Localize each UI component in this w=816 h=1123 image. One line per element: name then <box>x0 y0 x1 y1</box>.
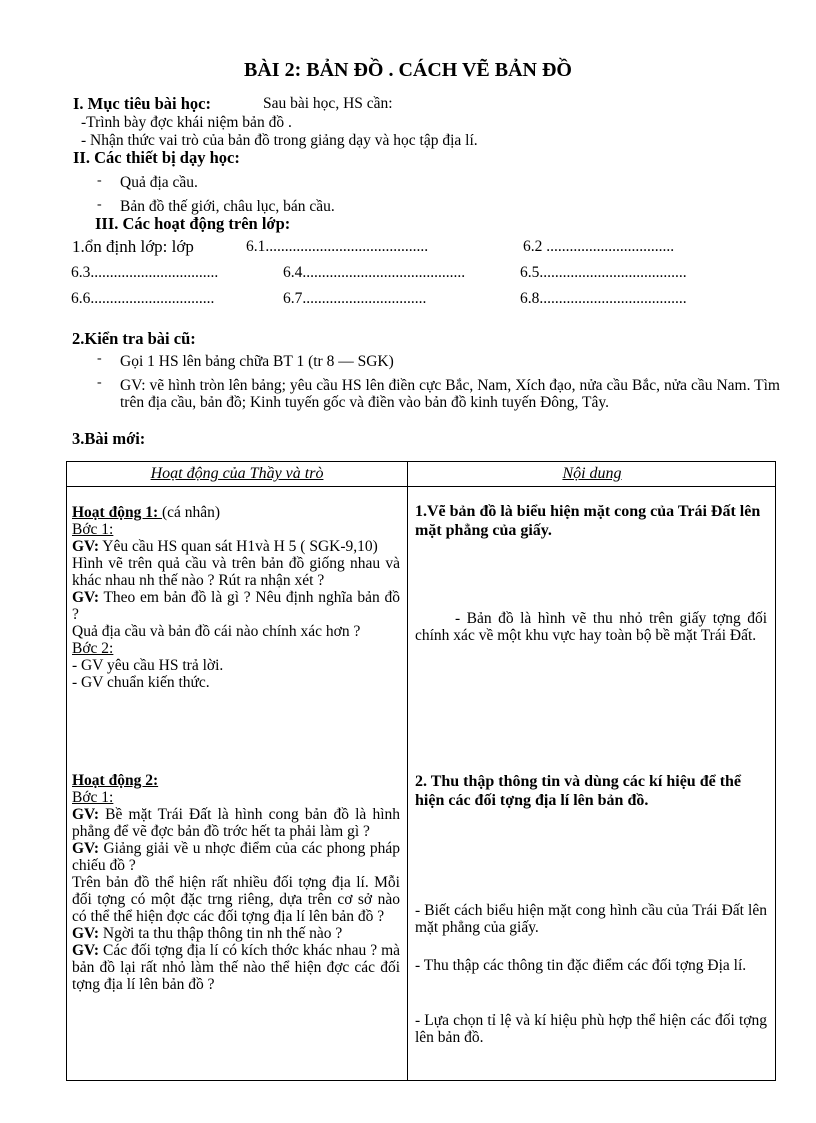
class-6-1: 6.1.......................................... <box>246 238 429 255</box>
step1-label: 1.ổn định lớp: lớp <box>72 237 194 256</box>
gv-label: GV: <box>72 589 99 606</box>
activity-2-block <box>72 772 400 993</box>
content-paragraph-4: - Lựa chọn tỉ lệ và kí hiệu phù hợp thể hiện các đối tợng lên bản đồ. <box>415 1012 767 1046</box>
gv-text: Bề mặt Trái Đất là hình cong bản đồ là hình phẳng để vẽ đợc bản đồ trớc hết ta phải làm gì ? <box>72 806 400 840</box>
gv-label: GV: <box>72 538 99 555</box>
step-label: Bớc 1: <box>72 789 114 806</box>
gv-text: Theo em bản đồ là gì ? Nêu định nghĩa bản đồ ? <box>72 589 400 623</box>
class-6-6: 6.6................................ <box>71 290 215 307</box>
class-6-2: 6.2 ................................. <box>523 238 675 255</box>
class-6-5: 6.5...................................... <box>520 264 687 281</box>
section2-item: Quả địa cầu. <box>120 174 198 191</box>
step2-item: Gọi 1 HS lên bảng chữa BT 1 (tr 8 — SGK) <box>120 353 394 370</box>
class-6-7: 6.7................................ <box>283 290 427 307</box>
class-6-3: 6.3................................. <box>71 264 219 281</box>
bullet-icon: - <box>97 375 102 390</box>
section1-item: - Nhận thức vai trò của bản đồ trong giảng dạy và học tập địa lí. <box>81 132 478 149</box>
section2-heading: II. Các thiết bị dạy học: <box>73 148 240 167</box>
section2-item: Bản đồ thế giới, châu lục, bán cầu. <box>120 198 335 215</box>
step2-heading: 2.Kiển tra bài cũ: <box>72 329 196 348</box>
bullet-icon: - <box>97 173 102 188</box>
step-item: - GV chuẩn kiến thức. <box>72 674 210 691</box>
question-text: Quả địa cầu và bản đồ cái nào chính xác hơn ? <box>72 623 361 640</box>
column-divider <box>407 462 408 1080</box>
step3-heading: 3.Bài mới: <box>72 429 146 448</box>
activity-1-note: (cá nhân) <box>162 504 221 521</box>
gv-label: GV: <box>72 925 99 942</box>
section1-item: -Trình bày đợc khái niệm bản đồ . <box>81 114 292 131</box>
bullet-icon: - <box>97 351 102 366</box>
bullet-icon: - <box>97 197 102 212</box>
gv-label: GV: <box>72 942 99 959</box>
step-label: Bớc 2: <box>72 640 114 657</box>
content-paragraph-1: - Bản đồ là hình vẽ thu nhỏ trên giấy tợng đối chính xác về một khu vực hay toàn bộ bề mặt Trái Đất. <box>415 610 767 644</box>
section1-intro: Sau bài học, HS cần: <box>263 95 393 112</box>
section3-heading: III. Các hoạt động trên lớp: <box>95 214 291 233</box>
class-6-8: 6.8...................................... <box>520 290 687 307</box>
content-paragraph-2: - Biết cách biểu hiện mặt cong hình cầu của Trái Đất lên mặt phẳng của giấy. <box>415 902 767 936</box>
gv-text: Yêu cầu HS quan sát H1và H 5 ( SGK-9,10) <box>99 538 378 555</box>
header-content: Nội dung <box>562 465 622 482</box>
content-heading-1: 1.Vẽ bản đồ là biểu hiện mặt cong của Trái Đất lên mặt phẳng của giấy. <box>415 503 761 539</box>
step-label: Bớc 1: <box>72 521 114 538</box>
lesson-table <box>66 461 776 1081</box>
header-divider <box>67 486 775 487</box>
header-teacher-student: Hoạt động của Thầy và trò <box>150 465 324 482</box>
content-heading-2: 2. Thu thập thông tin và dùng các kí hiệu để thể hiện các đối tợng địa lí lên bản đồ. <box>415 773 742 809</box>
question-text: Hình vẽ trên quả cầu và trên bản đồ giống nhau và khác nhau nh thế nào ? Rút ra nhận xét ? <box>72 555 400 589</box>
question-text: Trên bản đồ thể hiện rất nhiều đối tợng địa lí. Mỗi đối tợng có một đặc trng riêng, dựa trên cơ sở nào có thể thể hiện đợc các đối tợng địa lí lên bản đồ ? <box>72 874 400 925</box>
step2-item: GV: vẽ hình tròn lên bảng; yêu cầu HS lên điền cực Bắc, Nam, Xích đạo, nửa cầu Bắc, nửa cầu Nam. Tìm trên địa cầu, bản đồ; Kinh tuyến gốc và điền vào bản đồ kinh tuyến Đông, Tây. <box>120 377 780 411</box>
step-item: - GV yêu cầu HS trả lời. <box>72 657 224 674</box>
gv-label: GV: <box>72 840 99 857</box>
gv-text: Giảng giải về u nhợc điểm của các phong pháp chiếu đồ ? <box>72 840 400 874</box>
gv-text: Các đối tợng địa lí có kích thớc khác nhau ? mà bản đồ lại rất nhỏ làm thế nào thể hiện đợc các đối tợng địa lí lên bản đồ ? <box>72 942 400 993</box>
activity-2-title: Hoạt động 2: <box>72 772 159 789</box>
gv-label: GV: <box>72 806 99 823</box>
activity-1-block <box>72 504 400 691</box>
class-6-4: 6.4.......................................... <box>283 264 466 281</box>
section1-heading: I. Mục tiêu bài học: <box>73 94 211 113</box>
content-paragraph-3: - Thu thập các thông tin đặc điểm các đối tợng Địa lí. <box>415 957 747 974</box>
page-title: BÀI 2: BẢN ĐỒ . CÁCH VẼ BẢN ĐỒ <box>244 59 572 81</box>
gv-text: Ngời ta thu thập thông tin nh thế nào ? <box>99 925 343 942</box>
activity-1-title: Hoạt động 1: <box>72 504 162 521</box>
